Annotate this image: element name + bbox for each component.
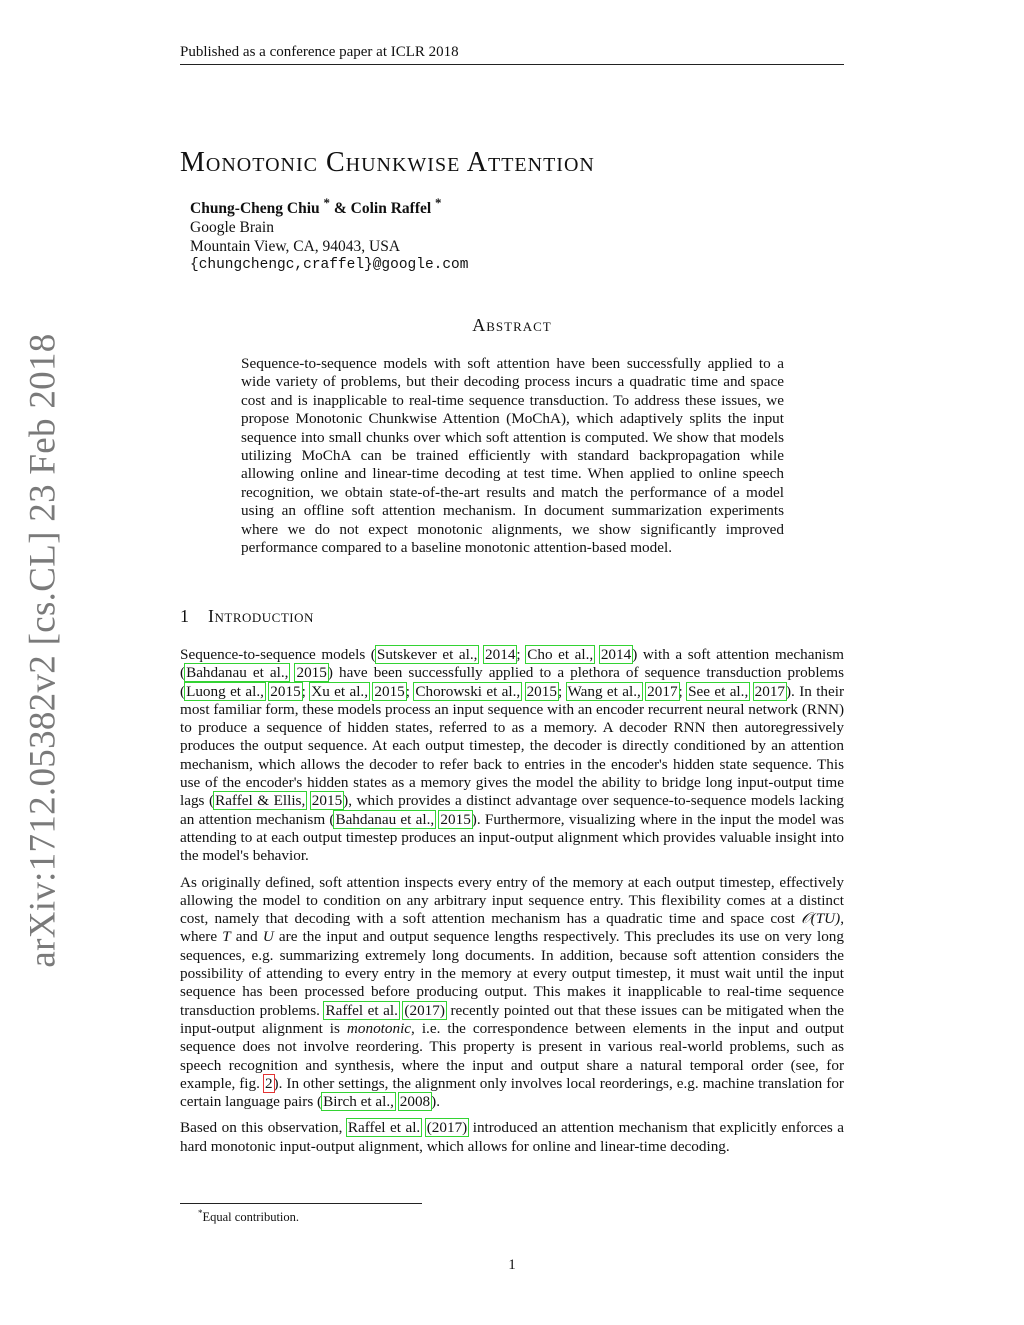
author-conjunction: &	[333, 200, 347, 218]
paragraph-1	[180, 646, 844, 866]
text: ).	[431, 1093, 440, 1111]
citation-year-link[interactable]: (2017)	[426, 1119, 468, 1137]
section-heading	[180, 606, 314, 627]
citation-link[interactable]: Xu et al.,	[311, 682, 369, 700]
text: Based on this observation,	[180, 1119, 347, 1137]
emphasis: monotonic	[346, 1019, 412, 1037]
paragraph-2	[180, 874, 844, 1112]
text: ;	[405, 682, 415, 700]
paragraph-3	[180, 1119, 844, 1156]
math-var-u: U	[262, 928, 274, 946]
text: As originally defined, soft attention inspects every entry of the memory at each output timestep, effectively allowing the model to condition on any arbitrary input sequence entry. This flexibility comes at a distinct cost, namely that decoding with a soft attention mechanism has a quadratic time and space cost	[180, 873, 844, 928]
citation-link[interactable]: Raffel et al.	[347, 1119, 421, 1137]
citation-year-link[interactable]: 2015	[374, 682, 405, 700]
citation-link[interactable]: Raffel & Ellis,	[215, 792, 306, 810]
text: , i.e. the correspondence between elements in the input and output sequence does not involve reordering. This property is present in various real-world problems, such as speech recognition and synthesis, where the input and output share a natural temporal order (see, for example, fig.	[180, 1019, 844, 1092]
text: ;	[516, 646, 527, 663]
location: Mountain View, CA, 94043, USA	[190, 238, 401, 256]
text: Sequence-to-sequence models (	[180, 646, 376, 663]
abstract-heading: Abstract	[472, 315, 552, 335]
citation-link[interactable]: See et al.,	[688, 682, 749, 700]
affiliation: Google Brain	[190, 219, 274, 237]
text: introduced an attention mechanism that explicitly enforces a hard monotonic input-output alignment, which allows for online and linear-time decoding.	[180, 1119, 845, 1155]
running-head: Published as a conference paper at ICLR 2018	[180, 44, 844, 65]
text: ). Furthermore, visualizing where in the input the model was attending to at each output timestep produces an input-output alignment which provides valuable insight into the model's behavior.	[180, 810, 845, 865]
section-title: Introduction	[208, 606, 314, 626]
citation-link[interactable]: Cho et al.,	[527, 646, 594, 663]
footnote-text: Equal contribution.	[202, 1210, 300, 1225]
text: , where	[180, 910, 844, 946]
math-complexity: 𝒪(TU)	[801, 910, 841, 928]
text: ;	[557, 682, 567, 700]
author-block	[190, 193, 468, 275]
author-2: Colin Raffel	[350, 200, 432, 218]
introduction-body	[180, 646, 844, 1164]
abstract-text: Sequence-to-sequence models with soft attention have been successfully applied to a wide variety of problems, but their decoding process incurs a quadratic time and space cost and is inapplicable to real-time sequence transduction. To address these issues, we propose Monotonic Chunkwise Attention (MoChA), which adaptively splits the input sequence into small chunks over which soft attention is computed. We show that models utilizing MoChA can be trained efficiently with standard backpropagation while allowing online and linear-time decoding at test time. When applied to online speech recognition, we obtain state-of-the-art results and match the performance of a model using an offline soft attention mechanism. In document summarization experiments where we do not expect monotonic alignments, we show significantly improved performance compared to a baseline monotonic attention-based model.	[241, 355, 784, 557]
citation-year-link[interactable]: 2015	[270, 682, 301, 700]
text: ). In other settings, the alignment only involves local reorderings, e.g. machine translation for certain language pairs (	[180, 1074, 844, 1111]
text: ) have been successfully applied to a plethora of sequence transduction problems (	[180, 664, 845, 700]
citation-year-link[interactable]: 2015	[526, 682, 557, 700]
author-email[interactable]: {chungchengc,craffel}@google.com	[190, 257, 469, 274]
text: ) with a soft attention mechanism (	[180, 646, 844, 682]
citation-year-link[interactable]: 2015	[440, 810, 471, 828]
section-number: 1	[180, 606, 190, 626]
footnote	[198, 1208, 299, 1225]
author-1-mark: *	[323, 195, 330, 210]
math-var-t: T	[222, 928, 231, 946]
citation-link[interactable]: Chorowski et al.,	[415, 682, 521, 700]
citation-link[interactable]: Wang et al.,	[567, 682, 641, 700]
text: ;	[678, 682, 688, 700]
footnote-mark: *	[198, 1208, 203, 1218]
arxiv-identifier: arXiv:1712.05382v2 [cs.CL] 23 Feb 2018	[22, 332, 64, 968]
text: ;	[301, 682, 311, 700]
citation-year-link[interactable]: 2014	[600, 646, 632, 663]
citation-link[interactable]: Raffel et al.	[325, 1001, 398, 1019]
text: and	[230, 928, 263, 946]
author-1: Chung-Cheng Chiu	[190, 200, 320, 218]
paper-title: Monotonic Chunkwise Attention	[180, 146, 595, 178]
citation-link[interactable]: Sutskever et al.,	[376, 646, 478, 663]
text: ), which provides a distinct advantage over sequence-to-sequence models lacking an attention mechanism (	[180, 792, 844, 828]
author-2-mark: *	[435, 195, 442, 210]
citation-year-link[interactable]: (2017)	[404, 1001, 445, 1019]
author-names	[190, 193, 468, 218]
citation-year-link[interactable]: 2014	[485, 646, 516, 663]
citation-link[interactable]: Bahdanau et al.,	[186, 664, 289, 682]
citation-year-link[interactable]: 2008	[399, 1093, 431, 1111]
citation-link[interactable]: Birch et al.,	[323, 1093, 394, 1111]
citation-year-link[interactable]: 2017	[754, 682, 785, 700]
citation-year-link[interactable]: 2015	[296, 664, 327, 682]
arxiv-identifier-margin	[22, 332, 64, 968]
citation-year-link[interactable]: 2017	[647, 682, 678, 700]
text: recently pointed out that these issues can be mitigated when the input-output alignment is	[180, 1001, 845, 1037]
footnote-rule	[180, 1203, 422, 1204]
citation-link[interactable]: Bahdanau et al.,	[335, 810, 435, 828]
figure-reference-link[interactable]: 2	[264, 1074, 273, 1092]
text: ). In their most familiar form, these models process an input sequence with an encoder recurrent neural network (RNN) to produce a sequence of hidden states, referred to as a memory. A decoder RNN then autoregressively produces the output sequence. At each output timestep, the decoder is directly conditioned by an attention mechanism, which allows the decoder to refer back to entries in the encoder's hidden state sequence. This use of the encoder's hidden states as a memory gives the model the ability to bridge long input-output time lags (	[180, 682, 845, 810]
page-number: 1	[508, 1257, 516, 1273]
citation-link[interactable]: Luong et al.,	[186, 682, 264, 700]
citation-year-link[interactable]: 2015	[311, 792, 343, 810]
text: are the input and output sequence lengths respectively. This precludes its use on very long sequences, e.g. summarizing extremely long documents. In addition, because soft attention considers the possibility of attending to every entry in the memory at every output timestep, it must wait until the input sequence has been processed before producing output. This makes it inapplicable to real-time sequence transduction problems.	[180, 928, 844, 1019]
